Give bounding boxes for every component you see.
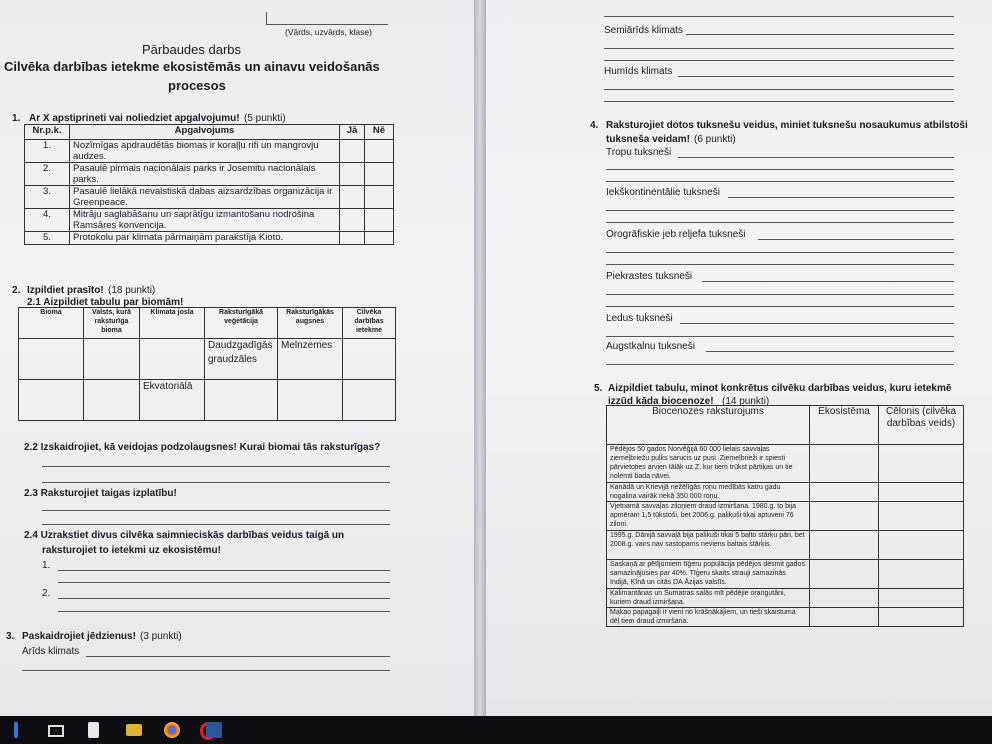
q2-title: Izpildiet prasīto! [27, 285, 104, 296]
q4-title: Raksturojiet dotos tuksnešu veidus, miniet tuksnešu nosaukumus atbilstoši [606, 120, 968, 131]
biome-cell[interactable] [19, 339, 84, 380]
q2-4-title: 2.4 Uzrakstiet divus cilvēka saimnieciskās darbības veidus taigā un [24, 530, 345, 541]
col-header-soils: Raksturīgākās augsnes [278, 308, 343, 339]
answer-line [606, 252, 954, 253]
q4-points: (6 punkti) [694, 134, 736, 145]
no-cell[interactable] [365, 232, 394, 245]
q3-number: 3. [6, 631, 15, 642]
table-row [607, 483, 964, 502]
col-header-climate: Klimata josla [140, 308, 205, 339]
answer-line [606, 336, 954, 337]
answer-line [758, 239, 954, 240]
answer-line [606, 210, 954, 211]
biocenosis-description: 1995.g. Dānijā savvaļā bija palikuši tikai 5 balto stārķu pāri, bet 2008.g. vairs nav sastopams neviens baltais stārķis. [607, 531, 810, 560]
arid-climate-label: Arīds klimats [22, 646, 80, 657]
table-row [25, 140, 394, 163]
desert-type-label: Augstkalnu tuksneši [606, 341, 695, 352]
table-row [607, 531, 964, 560]
col-header-statement: Apgalvojums [70, 125, 340, 140]
word-icon[interactable] [206, 722, 222, 738]
soils-cell: Melnzemes [278, 339, 343, 380]
yes-cell[interactable] [340, 140, 365, 163]
biocenosis-description: Makao papagaiļi ir vieni no krāšņākajiem, un tieši skaistuma dēļ tiem draud izmiršana. [607, 608, 810, 627]
name-line-tick [266, 12, 267, 24]
answer-line [86, 656, 390, 657]
answer-line [604, 60, 954, 61]
row-number: 5. [25, 232, 70, 245]
q4-title-line2: tuksneša veidam! [606, 134, 690, 145]
impact-cell[interactable] [343, 380, 396, 421]
chrome-icon[interactable] [164, 722, 180, 738]
name-hint: (Vārds, uzvārds, klase) [285, 27, 372, 37]
table-row [607, 502, 964, 531]
col-header-ecosystem: Ekosistēma [810, 406, 879, 445]
col-header-biocenosis: Biocenozes raksturojums [607, 406, 810, 445]
answer-line [606, 306, 954, 307]
answer-line [22, 670, 390, 671]
biocenosis-description: Kanādā un Krievijā nežēlīgās roņu medībās katru gadu nogalina vairāk nekā 350 000 roņu. [607, 483, 810, 502]
vegetation-cell[interactable] [205, 380, 278, 421]
statement-text: Mitrāju saglabāšanu un saprātīgu izmantošanu nodrošina Ramsāres konvencija. [70, 209, 340, 232]
soils-cell[interactable] [278, 380, 343, 421]
row-number: 2. [25, 163, 70, 186]
file-icon[interactable] [88, 722, 99, 738]
statement-text: Protokolu par klimata pārmaiņām parakstīja Kioto. [70, 232, 340, 245]
table-row [19, 339, 396, 380]
row-number: 3. [25, 186, 70, 209]
q3-points: (3 punkti) [140, 631, 182, 642]
answer-line [604, 89, 954, 90]
desert-type-label: Tropu tuksneši [606, 147, 672, 158]
table-row [25, 163, 394, 186]
biocenosis-description: Saskaņā ar pētījumiem tīģeru populācija pēdējos desmit gados samazinājusies par 40%. Tīģeru skaits strauji samazinās Indijā, Ķīnā un citās DA Āzijas valstīs. [607, 560, 810, 589]
ecosystem-cell[interactable] [810, 560, 879, 589]
desert-type-label: Ledus tuksneši [606, 313, 673, 324]
worksheet-page-left [0, 0, 474, 716]
q1-points: (5 punkti) [244, 113, 286, 124]
col-header-biome: Bioma [19, 308, 84, 339]
biocenosis-description: Pēdējos 50 gados Norvēģijā 60 000 lielais savvaļas ziemeļbriežu pulks sarucis uz pusi. Ziemeļbrieži ir spiesti pārvietoties arvien tālāk uz Z, kur tiem trūkst pārtikas un tie nolemti bada nāvei. [607, 445, 810, 483]
q5-number: 5. [594, 383, 603, 394]
cause-cell[interactable] [879, 589, 964, 608]
semiarid-climate-label: Semiārīds klimats [604, 25, 683, 36]
no-cell[interactable] [365, 140, 394, 163]
name-line [266, 24, 388, 25]
answer-line [606, 294, 954, 295]
q2-3-title: 2.3 Raksturojiet taigas izplatību! [24, 488, 177, 499]
answer-line [604, 48, 954, 49]
cause-cell[interactable] [879, 560, 964, 589]
table-row [607, 560, 964, 589]
answer-line [58, 611, 390, 612]
answer-line [606, 364, 954, 365]
answer-line [728, 197, 954, 198]
col-header-yes: Jā [340, 125, 365, 140]
folder-icon[interactable] [126, 724, 142, 736]
table-row [607, 445, 964, 483]
cortana-icon[interactable] [48, 725, 64, 737]
col-header-no: Nē [365, 125, 394, 140]
cause-cell[interactable] [879, 608, 964, 627]
country-cell[interactable] [84, 380, 140, 421]
q5-title-line2: izzūd kāda biocenoze! [608, 396, 714, 407]
answer-line [606, 169, 954, 170]
humid-climate-label: Humīds klimats [604, 66, 673, 77]
biocenosis-table [606, 405, 964, 627]
climate-cell: Ekvatoriālā [140, 380, 205, 421]
country-cell[interactable] [84, 339, 140, 380]
col-header-country: Valsts, kurā raksturīga bioma [84, 308, 140, 339]
answer-line [42, 510, 390, 511]
answer-item-1: 1. [42, 560, 51, 571]
q3-title: Paskaidrojiet jēdzienus! [22, 631, 136, 642]
answer-line [58, 598, 390, 599]
cause-cell[interactable] [879, 483, 964, 502]
answer-line [678, 157, 954, 158]
answer-line [42, 482, 390, 483]
table-row [25, 186, 394, 209]
answer-line [42, 466, 390, 467]
yes-cell[interactable] [340, 232, 365, 245]
ecosystem-cell[interactable] [810, 608, 879, 627]
statement-text: Pasaulē pirmais nacionālais parks ir Josemitu nacionālais parks. [70, 163, 340, 186]
biocenosis-description: Kalimantānas un Sumatras salās mīt pēdējie orangutāni, kuriem draud izmiršana. [607, 589, 810, 608]
answer-line [604, 16, 954, 17]
col-header-vegetation: Raksturīgākā veģetācija [205, 308, 278, 339]
q2-4-title-line2: raksturojiet to ietekmi uz ekosistēmu! [42, 545, 221, 556]
answer-line [686, 34, 954, 35]
impact-cell[interactable] [343, 339, 396, 380]
yes-cell[interactable] [340, 163, 365, 186]
row-number: 4. [25, 209, 70, 232]
answer-line [58, 582, 390, 583]
page-title-line2: procesos [168, 78, 226, 93]
statement-text: Nozīmīgas apdraudētās biomas ir koraļļu rifi un mangrovju audzes. [70, 140, 340, 163]
ecosystem-cell[interactable] [810, 589, 879, 608]
answer-line [606, 222, 954, 223]
desert-type-label: Orogrāfiskie jeb reljefa tuksneši [606, 229, 746, 240]
answer-line [702, 281, 954, 282]
row-number: 1. [25, 140, 70, 163]
answer-line [58, 570, 390, 571]
q1-title: Ar X apstiprineti vai noliedziet apgalvojumu! [29, 113, 240, 124]
table-row [19, 380, 396, 421]
q5-points: (14 punkti) [722, 396, 770, 407]
no-cell[interactable] [365, 186, 394, 209]
table-row [607, 589, 964, 608]
desert-type-label: Iekškontinentālie tuksneši [606, 187, 720, 198]
col-header-cause: Cēlonis (cilvēka darbības veids) [879, 406, 964, 445]
q5-title: Aizpildiet tabulu, minot konkrētus cilvēku darbības veidus, kuru ietekmē [608, 383, 952, 394]
page-title: Cilvēka darbības ietekme ekosistēmās un ainavu veidošanās [4, 59, 380, 74]
answer-line [606, 181, 954, 182]
q2-1-title: 2.1 Aizpildiet tabulu par biomām! [27, 297, 184, 308]
yes-cell[interactable] [340, 186, 365, 209]
answer-line [706, 351, 954, 352]
cause-cell[interactable] [879, 445, 964, 483]
page-gutter [474, 0, 486, 716]
taskbar [0, 716, 992, 744]
ecosystem-cell[interactable] [810, 502, 879, 531]
yes-cell[interactable] [340, 209, 365, 232]
q2-points: (18 punkti) [108, 285, 156, 296]
vegetation-cell: Daudzgadīgās graudzāles [205, 339, 278, 380]
windows-start-icon[interactable] [14, 722, 18, 738]
no-cell[interactable] [365, 163, 394, 186]
statements-table [24, 124, 394, 245]
no-cell[interactable] [365, 209, 394, 232]
biome-cell[interactable] [19, 380, 84, 421]
table-row [25, 232, 394, 245]
answer-line [604, 101, 954, 102]
answer-line [606, 264, 954, 265]
ecosystem-cell[interactable] [810, 531, 879, 560]
answer-line [42, 524, 390, 525]
q4-number: 4. [590, 120, 599, 131]
ecosystem-cell[interactable] [810, 483, 879, 502]
ecosystem-cell[interactable] [810, 445, 879, 483]
biocenosis-description: Vjetnamā savvaļas ziloņiem draud izmiršana. 1980.g. to bija apmēram 1,5 tūkstoši, bet 2006.g. palikuši tikai aptuveni 76 ziloņi. [607, 502, 810, 531]
table-row [25, 209, 394, 232]
answer-item-2: 2. [42, 588, 51, 599]
climate-cell[interactable] [140, 339, 205, 380]
answer-line [680, 323, 954, 324]
table-row [607, 608, 964, 627]
statement-text: Pasaulē lielākā nevalstiskā dabas aizsardzības organizācija ir Greenpeace. [70, 186, 340, 209]
col-header-nr: Nr.p.k. [25, 125, 70, 140]
test-label: Pārbaudes darbs [142, 42, 242, 57]
q1-number: 1. [12, 113, 21, 124]
biomes-table [18, 307, 396, 421]
desert-type-label: Piekrastes tuksneši [606, 271, 693, 282]
col-header-impact: Cilvēka darbības ietekme [343, 308, 396, 339]
cause-cell[interactable] [879, 531, 964, 560]
q2-number: 2. [12, 285, 21, 296]
cause-cell[interactable] [879, 502, 964, 531]
answer-line [678, 76, 954, 77]
q2-2-title: 2.2 Izskaidrojiet, kā veidojas podzolaugsnes! Kurai biomai tās raksturīgas? [24, 442, 381, 453]
